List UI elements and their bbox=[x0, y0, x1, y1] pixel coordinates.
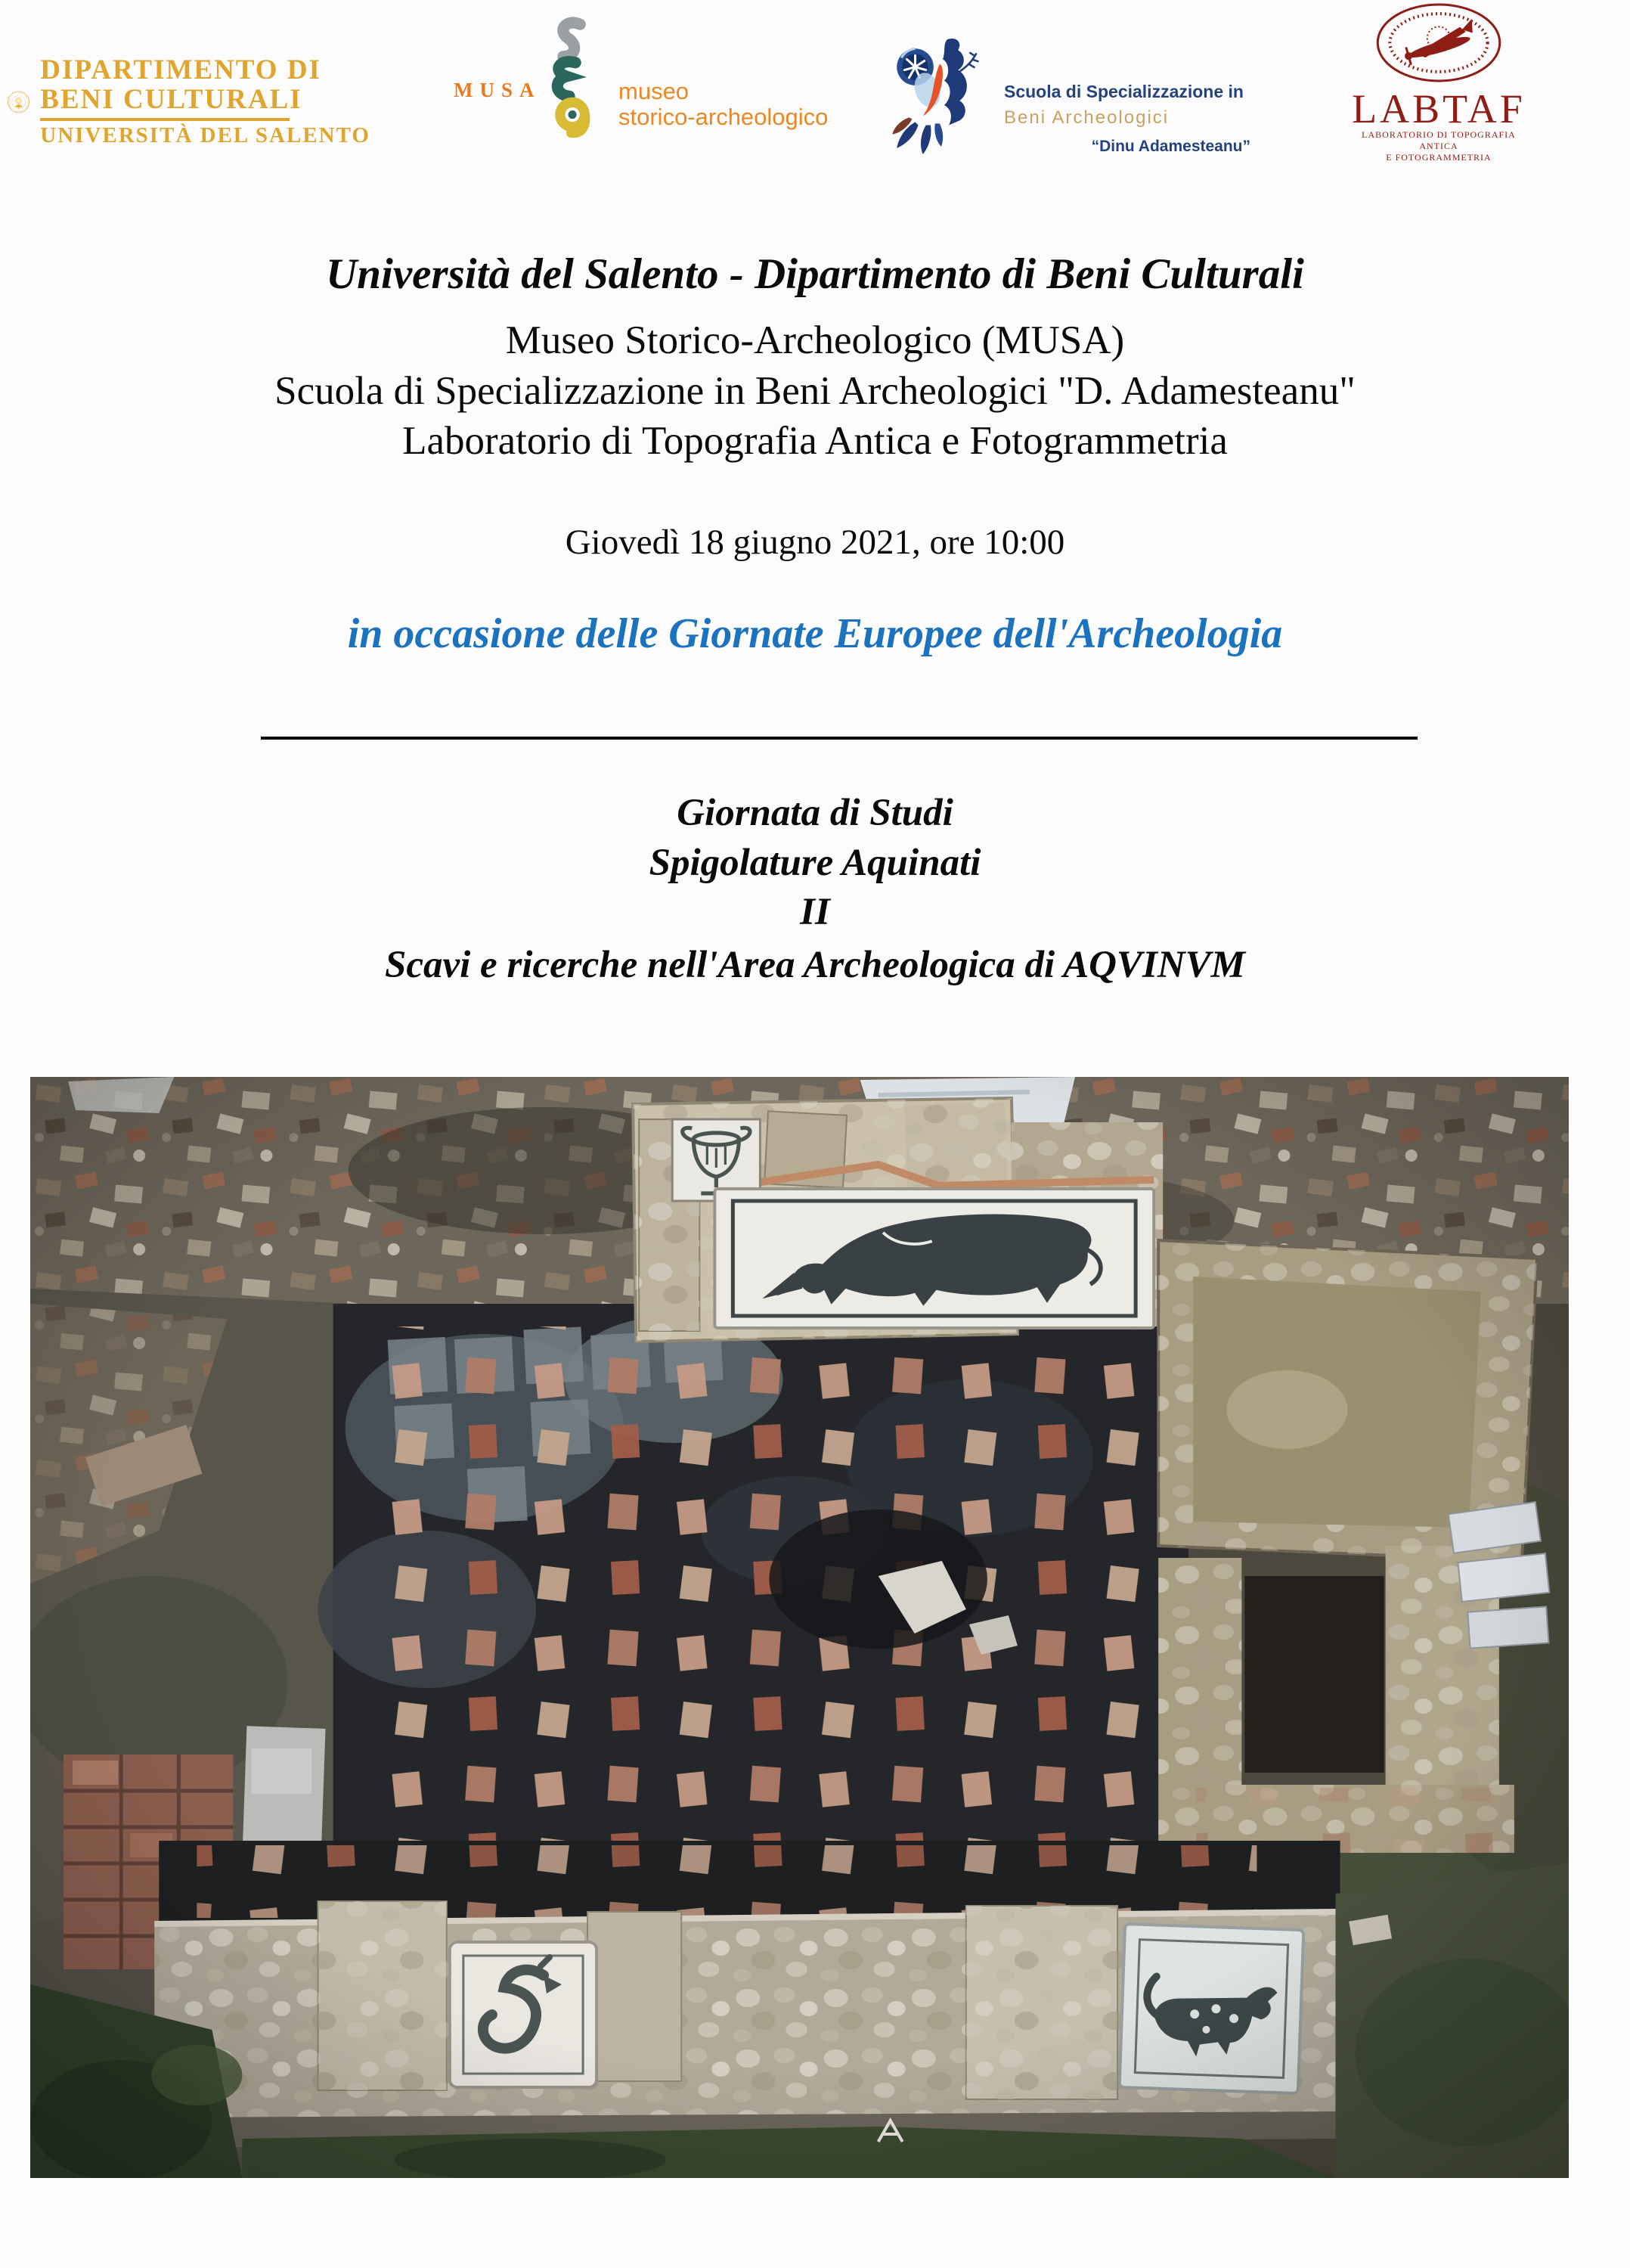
header-lab-line: Laboratorio di Topografia Antica e Fotogrammetria bbox=[402, 419, 1228, 463]
event-subtitle: Scavi e ricerche nell'Area Archeologica di AQVINVM bbox=[385, 944, 1245, 986]
labtaf-logo bbox=[1344, 3, 1533, 163]
musa-museum-logo bbox=[454, 9, 854, 153]
unisalento-logo-line2: BENI CULTURALI bbox=[40, 83, 302, 115]
svg-text:UNIVERSITAS STUDIORUM LUPIENSI bbox=[8, 92, 29, 112]
scuola-specializzazione-logo bbox=[892, 32, 1253, 160]
labtaf-acronym: LABTAF bbox=[1352, 86, 1526, 132]
unisalento-logo-line3: UNIVERSITÀ DEL SALENTO bbox=[40, 123, 370, 148]
musa-acronym: MUSA bbox=[454, 79, 541, 101]
musa-name-line2: storico-archeologico bbox=[618, 104, 829, 131]
unisalento-department-logo bbox=[8, 39, 370, 164]
scuola-logo-line3: “Dinu Adamesteanu” bbox=[1091, 138, 1250, 155]
scuola-logo-line2: Beni Archeologici bbox=[1004, 107, 1170, 128]
unisalento-logo-divider bbox=[40, 118, 290, 121]
unisalento-logo-line1: DIPARTIMENTO DI bbox=[40, 54, 321, 86]
musa-monogram-icon bbox=[532, 12, 602, 142]
event-kind: Giornata di Studi bbox=[677, 792, 953, 834]
event-datetime: Giovedì 18 giugno 2021, ore 10:00 bbox=[565, 523, 1065, 562]
event-series-title: Spigolature Aquinati bbox=[649, 842, 981, 884]
photo-vignette bbox=[30, 1077, 1569, 2178]
excavation-photo-illustration bbox=[30, 1077, 1569, 2178]
labtaf-seal-icon bbox=[1374, 3, 1504, 83]
header-school-line: Scuola di Specializzazione in Beni Archeologici "D. Adamesteanu" bbox=[274, 369, 1356, 413]
scuola-emblem-icon bbox=[892, 32, 999, 160]
separator-rule bbox=[261, 737, 1418, 740]
occasion-line: in occasione delle Giornate Europee dell'Archeologia bbox=[347, 610, 1283, 657]
header-museum-line: Museo Storico-Archeologico (MUSA) bbox=[505, 318, 1125, 362]
scuola-logo-line1: Scuola di Specializzazione in bbox=[1004, 82, 1244, 101]
labtaf-caption-line1: LABORATORIO DI TOPOGRAFIA ANTICA bbox=[1362, 129, 1516, 151]
event-series-number: II bbox=[800, 891, 830, 933]
poster-title: Università del Salento - Dipartimento di Beni Culturali bbox=[326, 250, 1304, 298]
musa-name-line1: museo bbox=[618, 78, 689, 104]
excavation-aerial-photo bbox=[30, 1077, 1569, 2178]
unisalento-seal-icon bbox=[8, 42, 29, 163]
seal-motto: UNIVERSITAS STUDIORUM LUPIENSIS bbox=[8, 91, 29, 113]
labtaf-caption-line2: E FOTOGRAMMETRIA bbox=[1386, 152, 1492, 163]
